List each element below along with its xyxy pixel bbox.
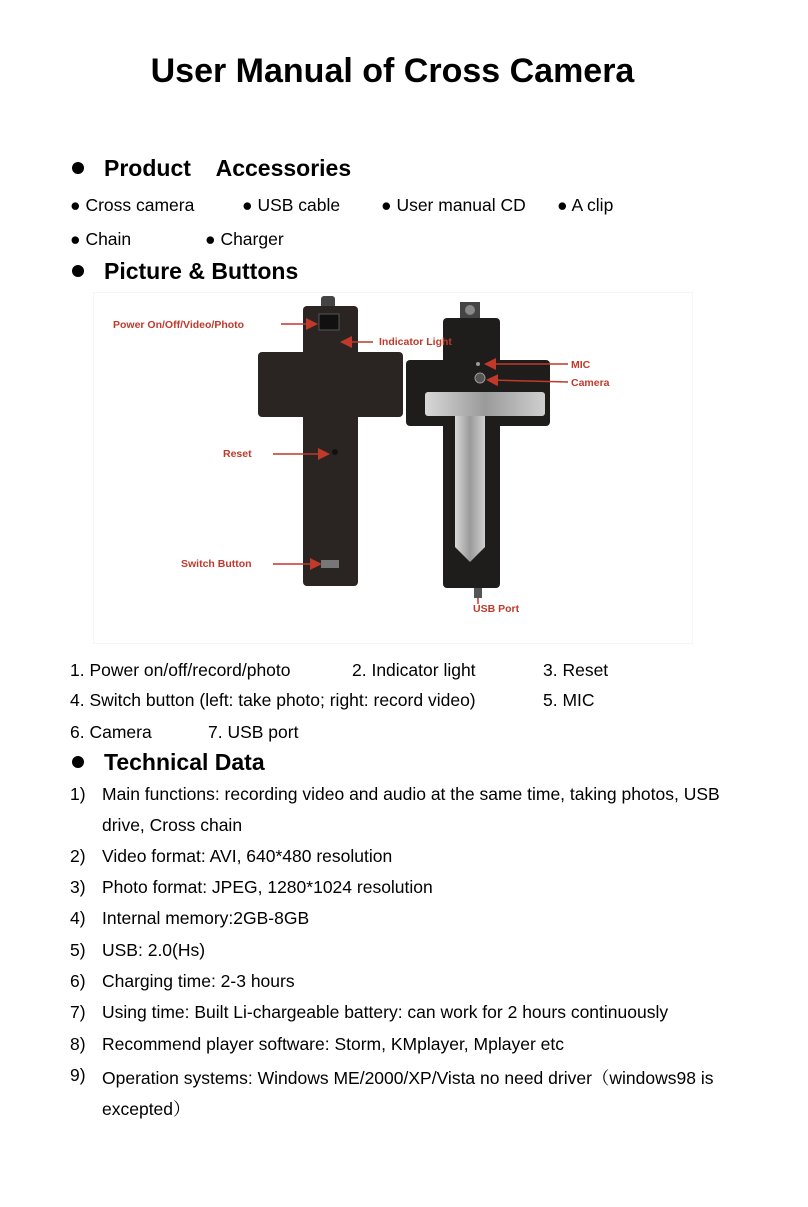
- accessory-item: ● Cross camera: [70, 195, 195, 215]
- label-usb: USB Port: [473, 603, 520, 615]
- part-item: 3. Reset: [543, 660, 609, 680]
- bullet-icon: [72, 756, 84, 768]
- part-item: 4. Switch button (left: take photo; right: record video): [70, 690, 476, 710]
- label-switch: Switch Button: [181, 558, 252, 570]
- label-camera: Camera: [571, 377, 610, 389]
- accessory-item: ● A clip: [557, 195, 614, 215]
- accessory-item: ● Charger: [205, 229, 284, 249]
- accessory-item: ● User manual CD: [381, 195, 526, 215]
- section-title: Picture & Buttons: [104, 257, 299, 284]
- section-heading-technical: [70, 747, 265, 777]
- cross-camera-illustration: [93, 292, 693, 644]
- accessory-item: ● USB cable: [242, 195, 341, 215]
- part-item: 6. Camera: [70, 722, 152, 742]
- section-title: Product Accessories: [104, 154, 352, 181]
- bullet-icon: [72, 162, 84, 174]
- section-heading-accessories: [70, 153, 351, 183]
- part-item: 5. MIC: [543, 690, 595, 710]
- bullet-icon: [72, 265, 84, 277]
- label-power: Power On/Off/Video/Photo: [113, 319, 245, 331]
- part-item: 1. Power on/off/record/photo: [70, 660, 291, 680]
- label-indicator: Indicator Light: [379, 336, 452, 348]
- accessory-item: ● Chain: [70, 229, 132, 249]
- product-figure: [93, 292, 693, 644]
- label-reset: Reset: [223, 448, 252, 460]
- page-title: User Manual of Cross Camera: [150, 52, 635, 90]
- part-item: 7. USB port: [208, 722, 299, 742]
- section-heading-picture: [70, 256, 298, 286]
- section-title: Technical Data: [104, 748, 265, 775]
- part-item: 2. Indicator light: [352, 660, 476, 680]
- label-mic: MIC: [571, 359, 591, 371]
